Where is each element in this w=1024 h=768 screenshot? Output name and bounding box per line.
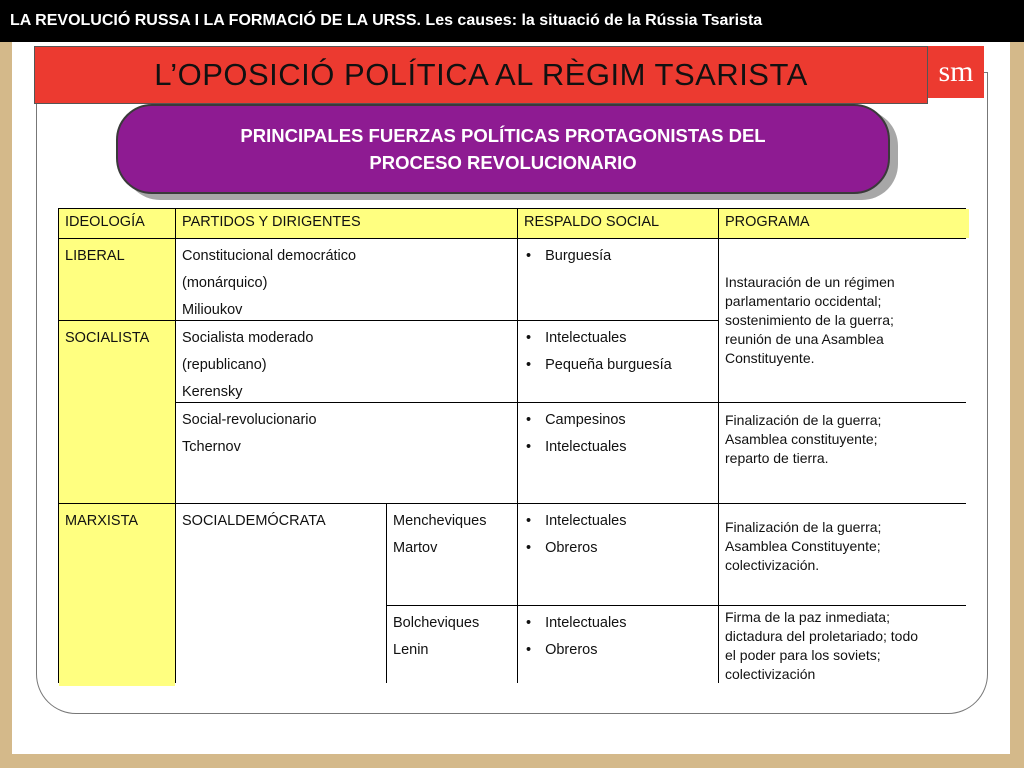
ideology-socialista: SOCIALISTA: [59, 321, 175, 503]
support-item: • Intelectuales: [524, 436, 712, 463]
program-line: dictadura del proletariado; todo: [725, 628, 919, 644]
program-line: colectivización.: [725, 557, 820, 573]
faction-mencheviques: [387, 504, 517, 605]
sm-logo: sm: [928, 46, 984, 98]
program-line: reparto de tierra.: [725, 450, 829, 466]
support-social-revolucionario: [518, 403, 718, 503]
program-line: el poder para los soviets;: [725, 647, 881, 663]
program-line: Asamblea constituyente;: [725, 431, 878, 447]
header-respaldo: RESPALDO SOCIAL: [518, 209, 718, 238]
header-partidos: PARTIDOS Y DIRIGENTES: [176, 209, 517, 238]
support-item: • Intelectuales: [524, 327, 712, 354]
party-socialista-moderado: [176, 321, 517, 402]
party-social-revolucionario: [176, 403, 517, 503]
program-mencheviques: [719, 504, 969, 605]
top-title-bar: [0, 0, 1024, 42]
faction-bolcheviques: [387, 606, 517, 686]
party-liberal: [176, 239, 517, 320]
program-line: Constituyente.: [725, 350, 815, 366]
support-item: • Pequeña burguesía: [524, 354, 712, 381]
program-social-revolucionario: [719, 403, 969, 503]
party-leader: Kerensky: [182, 384, 243, 400]
subtitle-line-2: PROCESO REVOLUCIONARIO: [369, 152, 637, 173]
party-leader: Milioukov: [182, 302, 243, 318]
program-line: parlamentario occidental;: [725, 293, 882, 309]
faction-name: Bolcheviques: [393, 615, 480, 631]
support-liberal: [518, 239, 718, 320]
slide-title: L’OPOSICIÓ POLÍTICA AL RÈGIM TSARISTA: [154, 57, 808, 92]
bottom-strip: [0, 754, 1024, 768]
party-line: Social-revolucionario: [182, 412, 317, 428]
slide: [12, 42, 1010, 754]
program-line: Finalización de la guerra;: [725, 519, 882, 535]
support-mencheviques: [518, 504, 718, 605]
support-item: • Intelectuales: [524, 510, 712, 537]
program-line: Firma de la paz inmediata;: [725, 609, 890, 625]
program-line: Instauración de un régimen: [725, 274, 895, 290]
program-line: Asamblea Constituyente;: [725, 538, 881, 554]
support-item: • Campesinos: [524, 409, 712, 436]
political-forces-table: [58, 208, 966, 683]
subtitle-line-1: PRINCIPALES FUERZAS POLÍTICAS PROTAGONISTAS DEL: [240, 125, 766, 146]
header-programa: PROGRAMA: [719, 209, 969, 238]
party-line: Socialista moderado: [182, 330, 314, 346]
program-line: colectivización: [725, 666, 816, 682]
support-item: • Intelectuales: [524, 612, 712, 639]
title-banner: [34, 46, 928, 104]
faction-leader: Martov: [393, 540, 438, 556]
party-line: (monárquico): [182, 275, 268, 291]
presentation-title: LA REVOLUCIÓ RUSSA I LA FORMACIÓ DE LA URSS. Les causes: la situació de la Rússia Tsarista: [10, 12, 763, 29]
party-leader: Tchernov: [182, 439, 241, 455]
program-liberal-socialista: [719, 239, 969, 402]
support-item: • Burguesía: [524, 245, 712, 272]
subtitle-pill: [116, 104, 890, 194]
support-bolcheviques: [518, 606, 718, 686]
program-line: sostenimiento de la guerra;: [725, 312, 894, 328]
program-bolcheviques: [719, 606, 969, 686]
party-line: Constitucional democrático: [182, 248, 357, 264]
faction-leader: Lenin: [393, 642, 429, 658]
ideology-liberal: LIBERAL: [59, 239, 175, 320]
header-ideologia: IDEOLOGÍA: [59, 209, 175, 238]
support-item: • Obreros: [524, 639, 712, 666]
party-socialdemocrata: SOCIALDEMÓCRATA: [176, 504, 386, 686]
ideology-marxista: MARXISTA: [59, 504, 175, 686]
faction-name: Mencheviques: [393, 513, 487, 529]
program-line: reunión de una Asamblea: [725, 331, 884, 347]
support-item: • Obreros: [524, 537, 712, 564]
program-line: Finalización de la guerra;: [725, 412, 882, 428]
party-line: (republicano): [182, 357, 267, 373]
support-socialista-moderado: [518, 321, 718, 402]
